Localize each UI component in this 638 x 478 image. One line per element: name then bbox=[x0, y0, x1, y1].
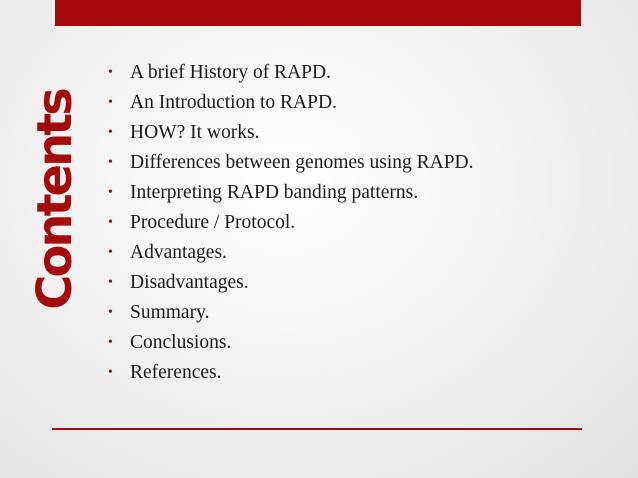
list-item bbox=[108, 152, 474, 182]
list-item-text: A brief History of RAPD. bbox=[130, 62, 331, 83]
top-accent-bar bbox=[55, 0, 581, 26]
list-item bbox=[108, 92, 474, 122]
list-item bbox=[108, 332, 474, 362]
list-item bbox=[108, 242, 474, 272]
contents-list bbox=[108, 62, 474, 392]
bullet-icon: • bbox=[108, 365, 113, 380]
list-item bbox=[108, 182, 474, 212]
list-item-text: Differences between genomes using RAPD. bbox=[130, 152, 474, 173]
list-item-text: HOW? It works. bbox=[130, 122, 260, 143]
list-item-text: References. bbox=[130, 362, 222, 383]
list-item bbox=[108, 302, 474, 332]
list-item bbox=[108, 122, 474, 152]
bullet-icon: • bbox=[108, 65, 113, 80]
bullet-icon: • bbox=[108, 275, 113, 290]
bottom-divider bbox=[52, 428, 582, 430]
list-item-text: Disadvantages. bbox=[130, 272, 249, 293]
bullet-icon: • bbox=[108, 125, 113, 140]
bullet-icon: • bbox=[108, 155, 113, 170]
list-item bbox=[108, 62, 474, 92]
bullet-icon: • bbox=[108, 215, 113, 230]
bullet-icon: • bbox=[108, 95, 113, 110]
list-item bbox=[108, 362, 474, 392]
list-item-text: Advantages. bbox=[130, 242, 227, 263]
bullet-icon: • bbox=[108, 245, 113, 260]
list-item-text: An Introduction to RAPD. bbox=[130, 92, 337, 113]
list-item-text: Conclusions. bbox=[130, 332, 232, 353]
bullet-icon: • bbox=[108, 185, 113, 200]
list-item bbox=[108, 212, 474, 242]
list-item-text: Interpreting RAPD banding patterns. bbox=[130, 182, 419, 203]
list-item bbox=[108, 272, 474, 302]
bullet-icon: • bbox=[108, 335, 113, 350]
list-item-text: Procedure / Protocol. bbox=[130, 212, 296, 233]
bullet-icon: • bbox=[108, 305, 113, 320]
slide-title: Contents bbox=[27, 90, 83, 310]
list-item-text: Summary. bbox=[130, 302, 210, 323]
